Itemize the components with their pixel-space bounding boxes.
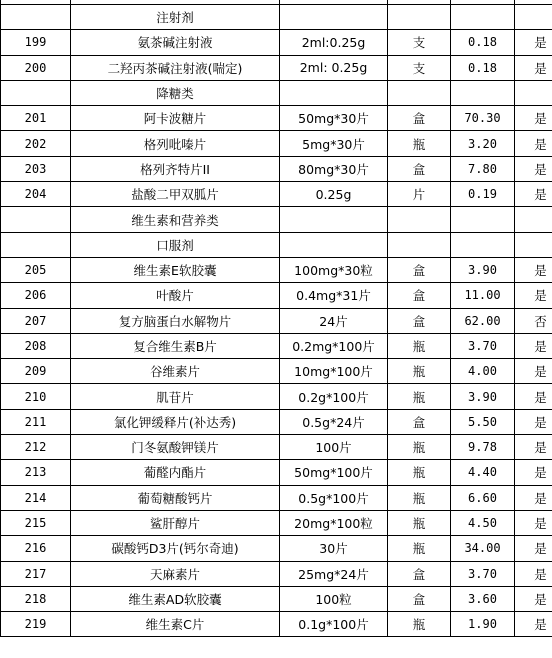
drug-unit: 支 [388, 55, 451, 80]
drug-spec: 100片 [280, 435, 388, 460]
drug-unit: 瓶 [388, 612, 451, 637]
drug-spec: 80mg*30片 [280, 156, 388, 181]
drug-unit: 盒 [388, 257, 451, 282]
drug-name: 维生素C片 [71, 612, 280, 637]
row-number: 202 [1, 131, 71, 156]
drug-flag: 是 [515, 359, 552, 384]
table-row [1, 55, 552, 80]
drug-price: 70.30 [451, 106, 515, 131]
drug-price: 0.18 [451, 55, 515, 80]
drug-unit: 瓶 [388, 131, 451, 156]
drug-name: 维生素AD软胶囊 [71, 586, 280, 611]
drug-price: 3.90 [451, 257, 515, 282]
row-number: 209 [1, 359, 71, 384]
drug-flag: 是 [515, 510, 552, 535]
drug-unit: 盒 [388, 308, 451, 333]
drug-price: 62.00 [451, 308, 515, 333]
row-number: 200 [1, 55, 71, 80]
drug-spec: 100mg*30粒 [280, 257, 388, 282]
drug-spec: 2ml:0.25g [280, 30, 388, 55]
row-number: 216 [1, 536, 71, 561]
row-number: 203 [1, 156, 71, 181]
drug-price: 7.80 [451, 156, 515, 181]
section-label: 注射剂 [71, 5, 280, 30]
section-label: 维生素和营养类 [71, 207, 280, 232]
drug-unit: 盒 [388, 106, 451, 131]
drug-flag: 是 [515, 156, 552, 181]
drug-price: 6.60 [451, 485, 515, 510]
drug-name: 葡萄糖酸钙片 [71, 485, 280, 510]
drug-name: 维生素E软胶囊 [71, 257, 280, 282]
drug-name: 葡醛内酯片 [71, 460, 280, 485]
drug-price: 3.90 [451, 384, 515, 409]
table-row [1, 131, 552, 156]
drug-unit: 支 [388, 30, 451, 55]
drug-name: 复合维生素B片 [71, 333, 280, 358]
drug-name: 氨茶碱注射液 [71, 30, 280, 55]
table-row [1, 435, 552, 460]
drug-spec: 0.5g*100片 [280, 485, 388, 510]
drug-name: 盐酸二甲双胍片 [71, 182, 280, 207]
drug-unit: 片 [388, 182, 451, 207]
table-row [1, 510, 552, 535]
drug-spec: 5mg*30片 [280, 131, 388, 156]
drug-unit: 瓶 [388, 384, 451, 409]
drug-price: 0.19 [451, 182, 515, 207]
drug-name: 格列吡嗪片 [71, 131, 280, 156]
drug-name: 阿卡波糖片 [71, 106, 280, 131]
drug-price: 9.78 [451, 435, 515, 460]
drug-spec: 0.2g*100片 [280, 384, 388, 409]
drug-spec: 0.25g [280, 182, 388, 207]
row-number: 211 [1, 409, 71, 434]
drug-spec: 20mg*100粒 [280, 510, 388, 535]
drug-name: 氯化钾缓释片(补达秀) [71, 409, 280, 434]
row-number: 201 [1, 106, 71, 131]
drug-spec: 0.5g*24片 [280, 409, 388, 434]
drug-unit: 盒 [388, 586, 451, 611]
drug-price: 3.60 [451, 586, 515, 611]
drug-unit: 盒 [388, 283, 451, 308]
table-row [1, 460, 552, 485]
drug-price: 0.18 [451, 30, 515, 55]
section-label: 降糖类 [71, 80, 280, 105]
drug-price: 4.50 [451, 510, 515, 535]
drug-flag: 是 [515, 612, 552, 637]
drug-price: 11.00 [451, 283, 515, 308]
drug-spec: 50mg*100片 [280, 460, 388, 485]
drug-spec: 24片 [280, 308, 388, 333]
drug-unit: 瓶 [388, 359, 451, 384]
drug-price: 34.00 [451, 536, 515, 561]
table-row [1, 283, 552, 308]
row-number: 213 [1, 460, 71, 485]
drug-unit: 盒 [388, 156, 451, 181]
row-number: 217 [1, 561, 71, 586]
drug-price: 3.70 [451, 561, 515, 586]
drug-price: 1.90 [451, 612, 515, 637]
drug-flag: 是 [515, 384, 552, 409]
drug-spec: 100粒 [280, 586, 388, 611]
section-row-hypoglycemic [1, 80, 552, 105]
drug-unit: 瓶 [388, 435, 451, 460]
drug-unit: 瓶 [388, 536, 451, 561]
drug-flag: 是 [515, 283, 552, 308]
drug-name: 天麻素片 [71, 561, 280, 586]
drug-flag: 是 [515, 485, 552, 510]
drug-flag: 是 [515, 55, 552, 80]
table-row [1, 257, 552, 282]
table-row [1, 586, 552, 611]
drug-name: 肌苷片 [71, 384, 280, 409]
drug-flag: 否 [515, 308, 552, 333]
table-row [1, 156, 552, 181]
drug-price: 4.00 [451, 359, 515, 384]
row-number: 208 [1, 333, 71, 358]
row-number: 214 [1, 485, 71, 510]
drug-name: 碳酸钙D3片(钙尔奇迪) [71, 536, 280, 561]
table-row [1, 182, 552, 207]
row-number: 199 [1, 30, 71, 55]
table-row [1, 536, 552, 561]
drug-unit: 瓶 [388, 485, 451, 510]
section-label: 口服剂 [71, 232, 280, 257]
drug-spec: 0.4mg*31片 [280, 283, 388, 308]
drug-spec: 0.2mg*100片 [280, 333, 388, 358]
section-row-injection [1, 5, 552, 30]
drug-flag: 是 [515, 131, 552, 156]
table-row [1, 333, 552, 358]
table-row [1, 561, 552, 586]
drug-flag: 是 [515, 182, 552, 207]
row-number: 205 [1, 257, 71, 282]
section-row-vitamins [1, 207, 552, 232]
table-row [1, 409, 552, 434]
table-row [1, 359, 552, 384]
drug-name: 谷维素片 [71, 359, 280, 384]
drug-flag: 是 [515, 586, 552, 611]
drug-spec: 0.1g*100片 [280, 612, 388, 637]
section-row-oral [1, 232, 552, 257]
drug-name: 二羟丙茶碱注射液(喘定) [71, 55, 280, 80]
drug-spec: 50mg*30片 [280, 106, 388, 131]
drug-flag: 是 [515, 106, 552, 131]
drug-name: 格列齐特片II [71, 156, 280, 181]
drug-flag: 是 [515, 435, 552, 460]
table-row [1, 106, 552, 131]
drug-flag: 是 [515, 536, 552, 561]
drug-flag: 是 [515, 30, 552, 55]
drug-spec: 30片 [280, 536, 388, 561]
row-number: 204 [1, 182, 71, 207]
table-row [1, 612, 552, 637]
table-row [1, 308, 552, 333]
drug-price: 3.20 [451, 131, 515, 156]
drug-unit: 瓶 [388, 333, 451, 358]
drug-flag: 是 [515, 561, 552, 586]
table-row [1, 30, 552, 55]
row-number: 206 [1, 283, 71, 308]
drug-unit: 盒 [388, 409, 451, 434]
drug-flag: 是 [515, 333, 552, 358]
row-number: 215 [1, 510, 71, 535]
row-number: 218 [1, 586, 71, 611]
drug-name: 复方脑蛋白水解物片 [71, 308, 280, 333]
drug-flag: 是 [515, 257, 552, 282]
drug-unit: 盒 [388, 561, 451, 586]
row-number: 207 [1, 308, 71, 333]
drug-spec: 10mg*100片 [280, 359, 388, 384]
row-number: 219 [1, 612, 71, 637]
drug-price: 4.40 [451, 460, 515, 485]
drug-unit: 瓶 [388, 460, 451, 485]
drug-unit: 瓶 [388, 510, 451, 535]
drug-spec: 2ml: 0.25g [280, 55, 388, 80]
table-row [1, 384, 552, 409]
table-row [1, 485, 552, 510]
drug-spec: 25mg*24片 [280, 561, 388, 586]
drug-name: 叶酸片 [71, 283, 280, 308]
drug-name: 鲨肝醇片 [71, 510, 280, 535]
drug-price: 3.70 [451, 333, 515, 358]
drug-price: 5.50 [451, 409, 515, 434]
row-number: 210 [1, 384, 71, 409]
drug-flag: 是 [515, 460, 552, 485]
row-number: 212 [1, 435, 71, 460]
drug-name: 门冬氨酸钾镁片 [71, 435, 280, 460]
drug-flag: 是 [515, 409, 552, 434]
